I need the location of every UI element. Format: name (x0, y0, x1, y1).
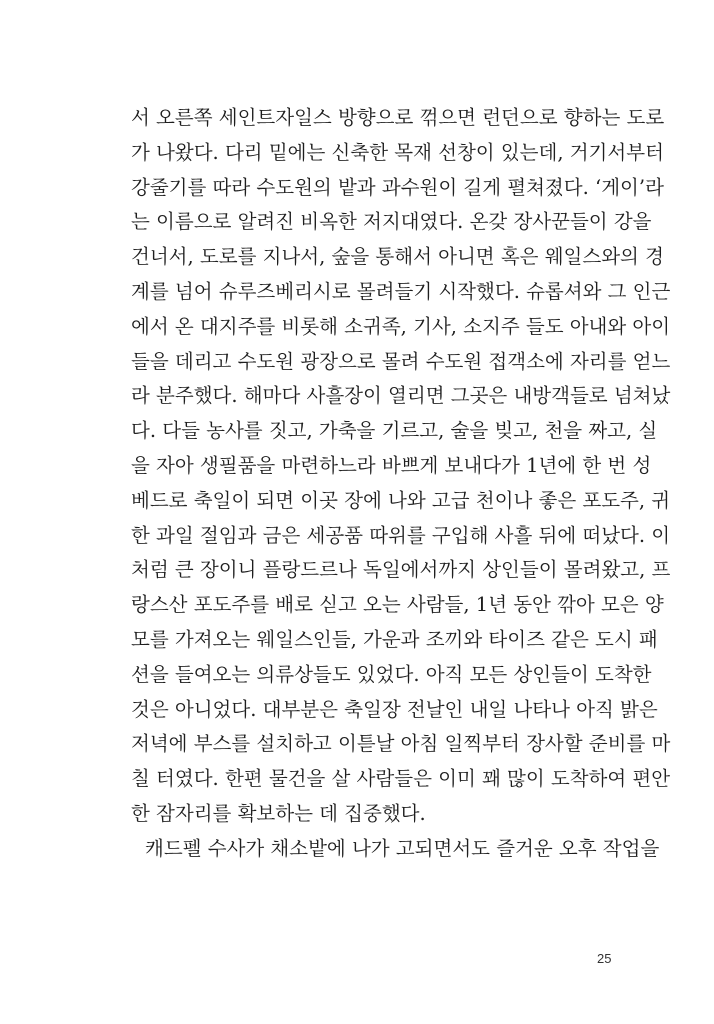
text-line: 라 분주했다. 해마다 사흘장이 열리면 그곳은 내방객들로 넘쳐났 (131, 384, 671, 408)
text-line: 칠 터였다. 한편 물건을 살 사람들은 이미 꽤 많이 도착하여 편안 (131, 767, 671, 791)
paragraph-start-line: 캐드펠 수사가 채소밭에 나가 고되면서도 즐거운 오후 작업을 (145, 836, 660, 860)
body-text (131, 101, 671, 867)
text-line: 강줄기를 따라 수도원의 밭과 과수원이 길게 펼쳐졌다. ‘게이’라 (131, 175, 664, 199)
text-line: 처럼 큰 장이니 플랑드르나 독일에서까지 상인들이 몰려왔고, 프 (131, 558, 671, 582)
paragraph-end-line: 한 잠자리를 확보하는 데 집중했다. (131, 801, 426, 825)
text-line: 는 이름으로 알려진 비옥한 저지대였다. 온갖 장사꾼들이 강을 (131, 210, 652, 234)
text-line: 션을 들여오는 의류상들도 있었다. 아직 모든 상인들이 도착한 (131, 662, 652, 686)
page-number: 25 (597, 951, 612, 966)
text-line: 을 자아 생필품을 마련하느라 바쁘게 보내다가 1년에 한 번 성 (131, 453, 652, 477)
text-line: 랑스산 포도주를 배로 싣고 오는 사람들, 1년 동안 깎아 모은 양 (131, 593, 664, 617)
text-line: 서 오른쪽 세인트자일스 방향으로 꺾으면 런던으로 향하는 도로 (131, 106, 665, 129)
text-line: 베드로 축일이 되면 이곳 장에 나와 고급 천이나 좋은 포도주, 귀 (131, 488, 671, 512)
text-line: 모를 가져오는 웨일스인들, 가운과 조끼와 타이즈 같은 도시 패 (131, 627, 658, 651)
text-line: 가 나왔다. 다리 밑에는 신축한 목재 선창이 있는데, 거기서부터 (131, 140, 664, 164)
text-line: 한 과일 절임과 금은 세공품 따위를 구입해 사흘 뒤에 떠났다. 이 (131, 523, 671, 547)
text-line: 에서 온 대지주를 비롯해 소귀족, 기사, 소지주 들도 아내와 아이 (131, 314, 671, 338)
text-line: 다. 다들 농사를 짓고, 가축을 기르고, 술을 빚고, 천을 짜고, 실 (131, 419, 658, 443)
text-line: 계를 넘어 슈루즈베리시로 몰려들기 시작했다. 슈롭셔와 그 인근 (131, 279, 671, 303)
text-line: 건너서, 도로를 지나서, 숲을 통해서 아니면 혹은 웨일스와의 경 (131, 245, 664, 269)
text-line: 것은 아니었다. 대부분은 축일장 전날인 내일 나타나 아직 밝은 (131, 697, 658, 721)
text-line: 들을 데리고 수도원 광장으로 몰려 수도원 접객소에 자리를 얻느 (131, 349, 671, 373)
text-line: 저녁에 부스를 설치하고 이튿날 아침 일찍부터 장사할 준비를 마 (131, 732, 671, 756)
